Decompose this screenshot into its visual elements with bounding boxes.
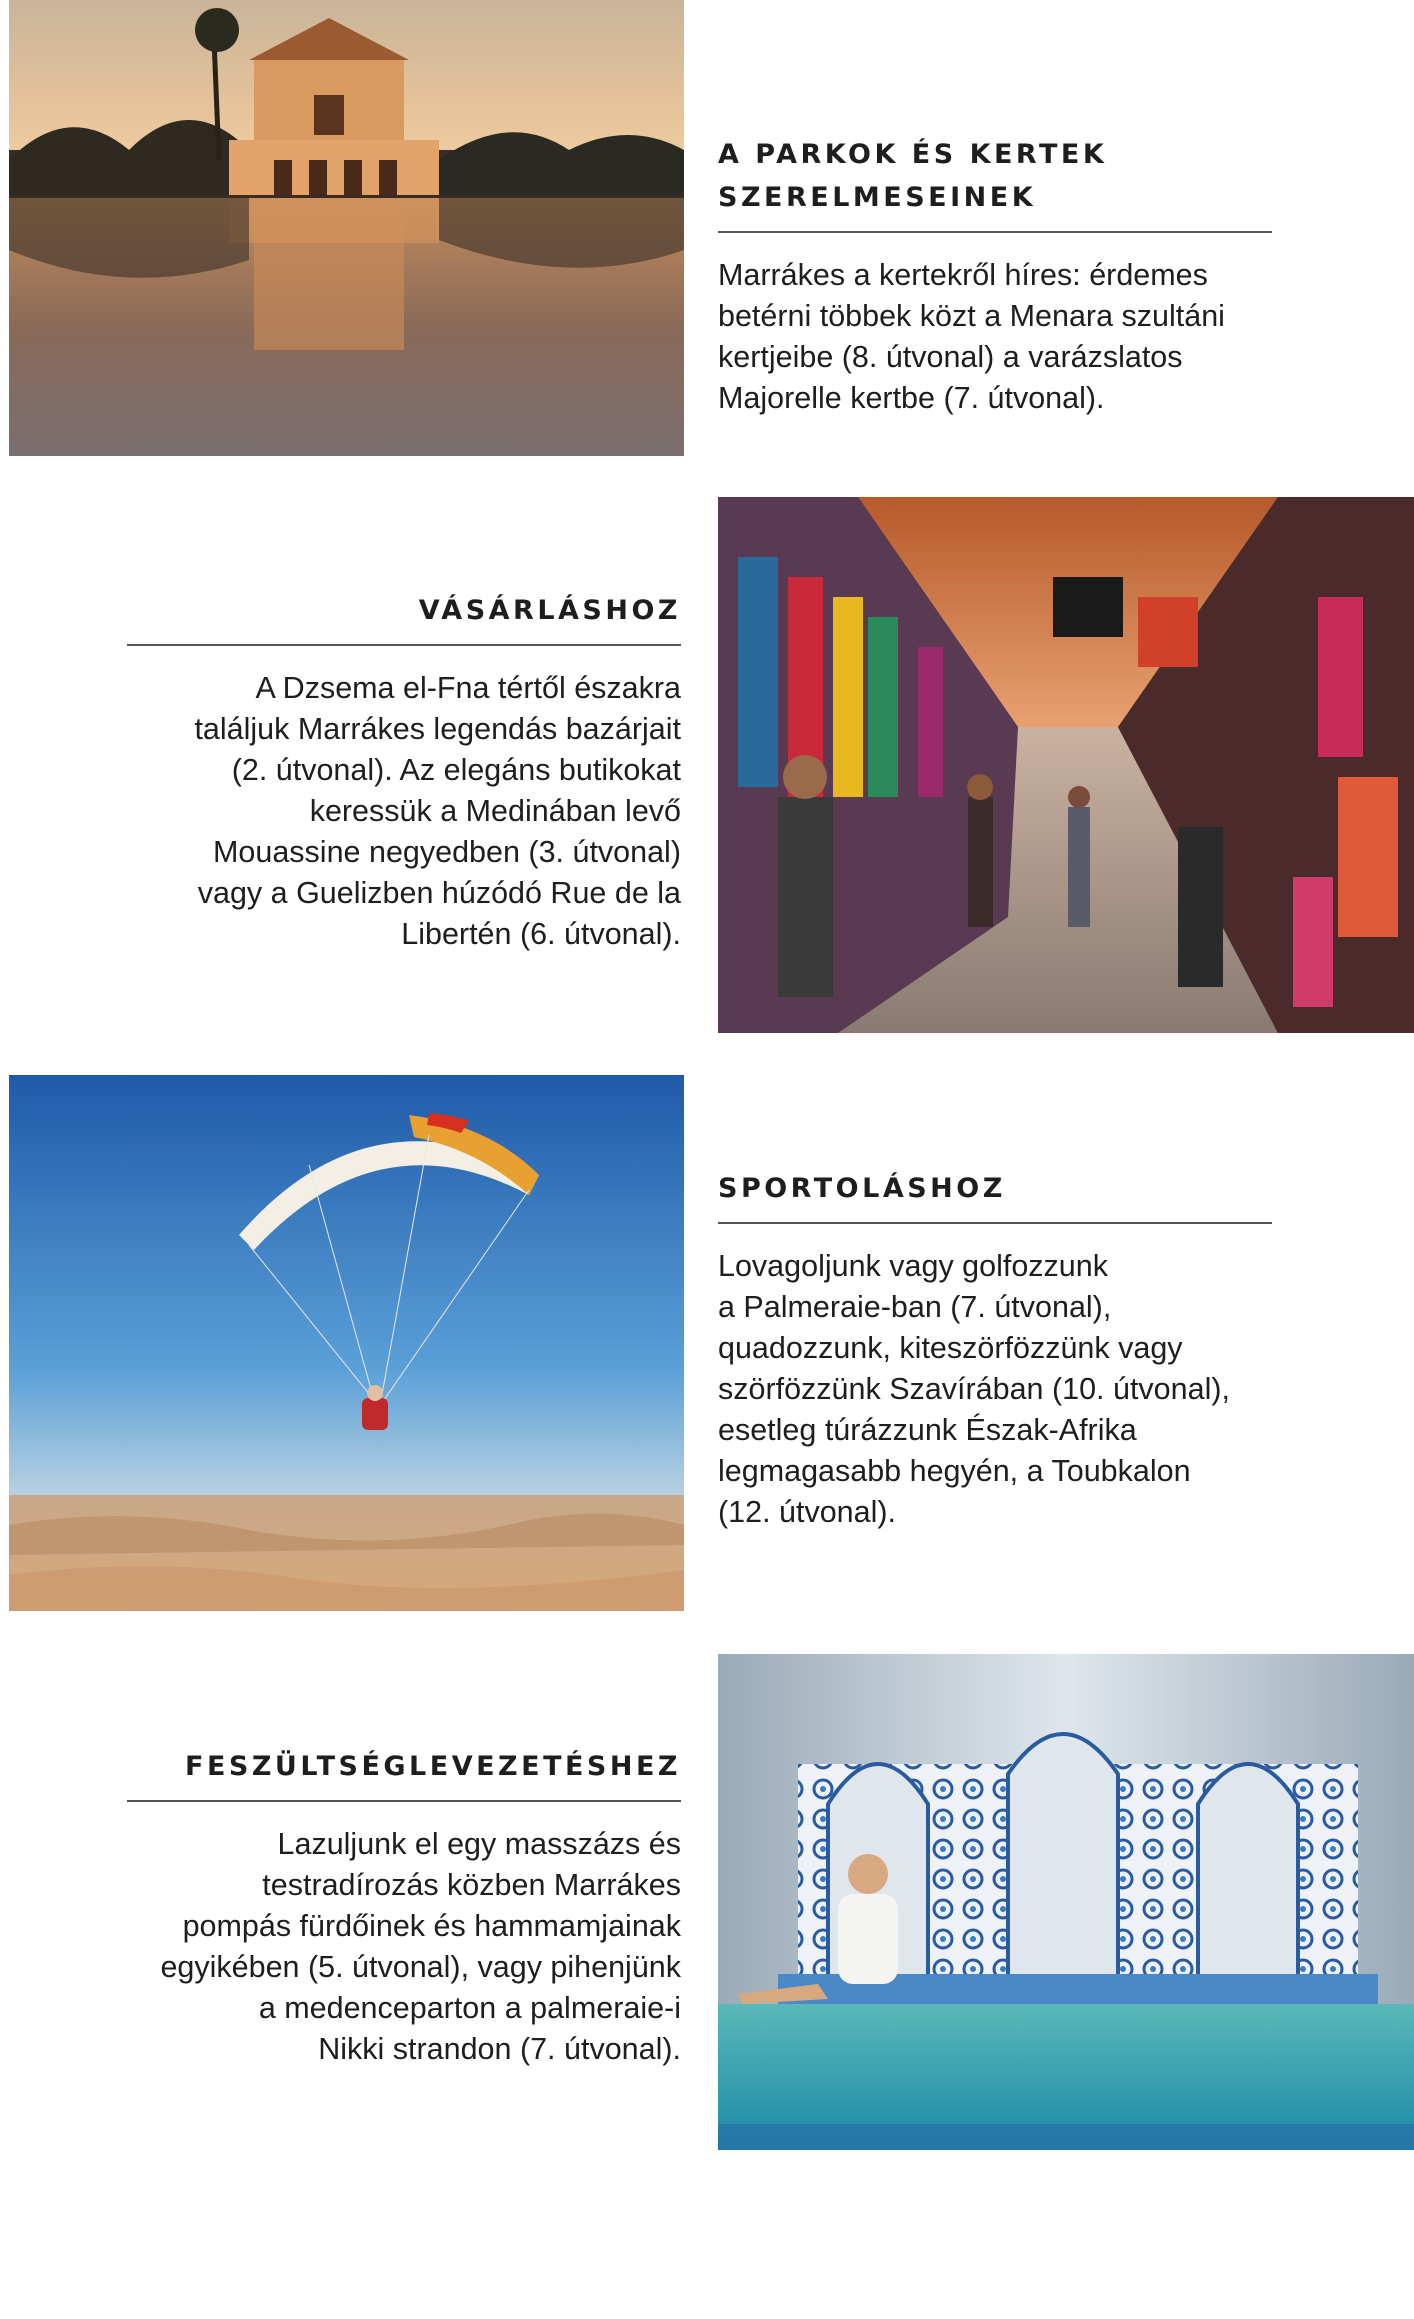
hammam-pool-photo xyxy=(718,1654,1414,2150)
section-relaxation xyxy=(127,1745,681,2070)
section-heading: VÁSÁRLÁSHOZ xyxy=(127,589,681,646)
section-heading: FESZÜLTSÉGLEVEZETÉSHEZ xyxy=(127,1745,681,1802)
section-parks xyxy=(718,133,1272,419)
section-heading: A PARKOK ÉS KERTEK SZERELMESEINEK xyxy=(718,133,1272,233)
section-text: Lovagoljunk vagy golfozzunk a Palmeraie-ban (7. útvonal), quadozzunk, kiteszörfözzünk vagy szörfözzünk Szavírában (10. útvonal), esetleg túrázzunk Észak-Afrika legmagasabb hegyén, a Toubkalon (12. útvonal). xyxy=(718,1249,1230,1529)
paraglider-desert-photo xyxy=(9,1075,684,1611)
section-heading: SPORTOLÁSHOZ xyxy=(718,1167,1272,1224)
section-text: Marrákes a kertekről híres: érdemes betérni többek közt a Menara szultáni kertjeibe (8. útvonal) a varázslatos Majorelle kertbe (7. útvonal). xyxy=(718,258,1225,415)
section-shopping xyxy=(127,589,681,955)
menara-pavilion-photo xyxy=(9,0,684,456)
section-sports xyxy=(718,1167,1272,1533)
section-text: A Dzsema el-Fna tértől északra találjuk Marrákes legendás bazárjait (2. útvonal). Az elegáns butikokat keressük a Medinában levő Mouassine negyedben (3. útvonal) vagy a Guelizben húzódó Rue de la Libertén (6. útvonal). xyxy=(194,671,681,951)
souk-bazaar-photo xyxy=(718,497,1414,1033)
section-text: Lazuljunk el egy masszázs és testradírozás közben Marrákes pompás fürdőinek és hammamjainak egyikében (5. útvonal), vagy pihenjünk a medenceparton a palmeraie-i Nikki strandon (7. útvonal). xyxy=(160,1827,681,2066)
